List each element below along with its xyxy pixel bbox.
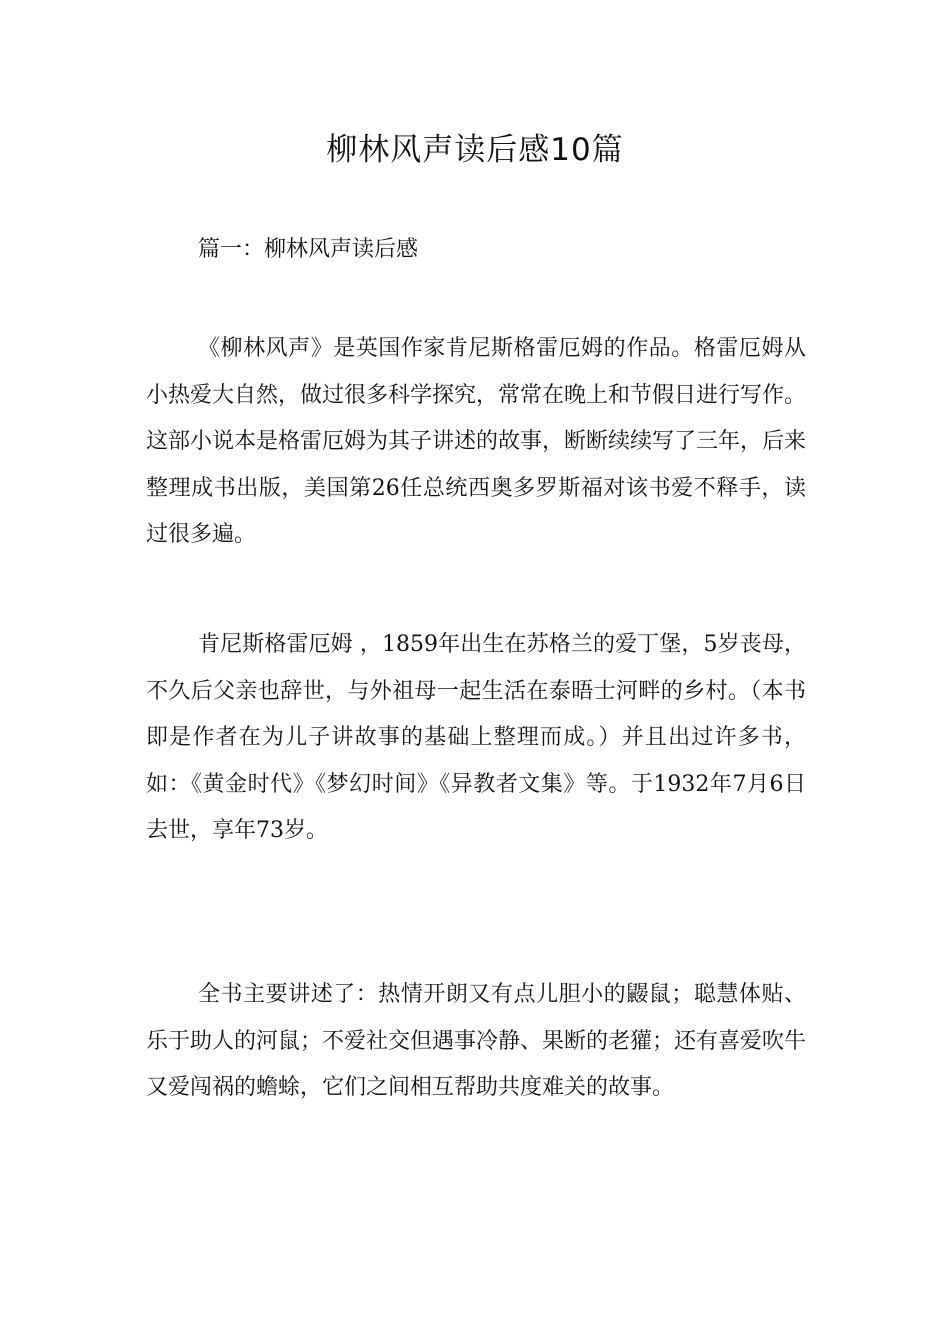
document-title: 柳林风声读后感10篇 <box>326 132 624 168</box>
paragraph-summary: 全书主要讲述了：热情开朗又有点儿胆小的鼹鼠；聪慧体贴、乐于助人的河鼠；不爱社交但遇事冷静、果断的老獾；还有喜爱吹牛又爱闯祸的蟾蜍，它们之间相互帮助共度难关的故事。 <box>146 982 807 1100</box>
paragraph-author-bio: 肯尼斯格雷厄姆 ，1859年出生在苏格兰的爱丁堡，5岁丧母，不久后父亲也辞世，与外祖母一起生活在泰晤士河畔的乡村。（本书即是作者在为儿子讲故事的基础上整理而成。）并且出过许多书，如：《黄金时代》《梦幻时间》《异教者文集》等。于1932年7月6日去世，享年73岁。 <box>146 632 806 843</box>
paragraph-intro: 《柳林风声》是英国作家肯尼斯格雷厄姆的作品。格雷厄姆从小热爱大自然，做过很多科学探究，常常在晚上和节假日进行写作。这部小说本是格雷厄姆为其子讲述的故事，断断续续写了三年，后来整理成书出版，美国第26任总统西奥多罗斯福对该书爱不释手，读过很多遍。 <box>146 336 807 547</box>
section-heading: 篇一：柳林风声读后感 <box>198 237 419 262</box>
